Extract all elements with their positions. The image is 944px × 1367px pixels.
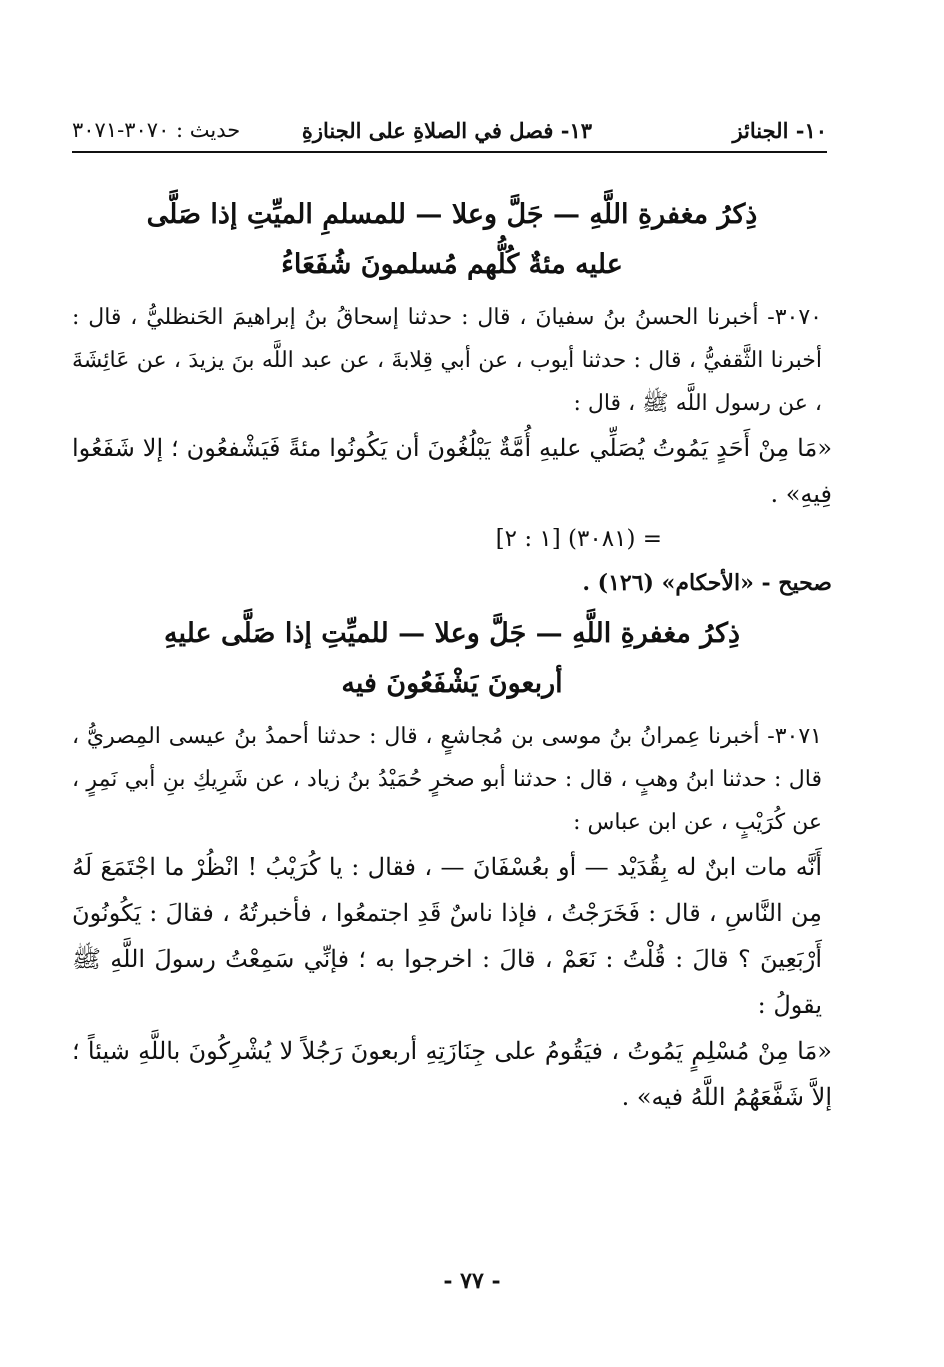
matn-paragraph: «مَا مِنْ أَحَدٍ يَمُوتُ يُصَلِّي عليهِ أُمَّةٌ يَبْلُغُونَ أن يَكُونُوا مئةً فَيَشْفعُون ؛ إلا شَفَعُوا فِيهِ» . [72, 434, 832, 508]
isnad-paragraph: ٣٠٧٠- أخبرنا الحسنُ بنُ سفيانَ ، قال : حدثنا إسحاقُ بنُ إبراهيمَ الحَنظليُّ ، قال : أخبرنا الثَّقفيُّ ، قال : حدثنا أيوب ، عن أبي قِلابةَ ، عن عبد اللَّه بنَ يزيدَ ، عن عَائِشَةَ ، عن رسول اللَّه ﷺ ، قال : [72, 305, 822, 416]
page-body [72, 190, 832, 1120]
header-chapter-title: ١٣- فصل في الصلاةِ على الجنازةِ [301, 118, 592, 143]
header-hadith-range: حديث : ٣٠٧٠-٣٠٧١ [72, 118, 241, 142]
page-number: - ٧٧ - [443, 1268, 501, 1294]
section-hadith-3070 [72, 190, 832, 605]
section-title-line-1: ذِكرُ مغفرةِ اللَّهِ — جَلَّ وعلا — للمسلمِ الميِّتِ إذا صَلَّى [146, 199, 758, 230]
narrative-paragraph: أَنَّه مات ابنٌ له بِقُدَيْد — أو بعُسْفَانَ — ، فقال : يا كُرَيْبُ ! انْظُرْ ما اجْتَمَعَ لَهُ مِن النَّاسِ ، قال : فَخَرَجْتُ ، فإذا ناسٌ قَدِ اجتمعُوا ، فأخبرتُهُ ، فقالَ : يَكُونُونَ أَرْبَعِينَ ؟ قالَ : قُلْتُ : نَعَمْ ، قالَ : اخرجوا به ؛ فإنِّي سَمِعْتُ رسولَ اللَّهِ ﷺ يقولُ : [72, 853, 822, 1019]
matn-paragraph: «مَا مِنْ مُسْلِمٍ يَمُوتُ ، فيَقُومُ على جِنَازَتِهِ أربعونَ رَجُلاً لا يُشْرِكُونَ باللَّهِ شيئاً ؛ إلاَّ شَفَّعَهُمُ اللَّهُ فيه» . [72, 1037, 832, 1111]
section-title-line-1: ذِكرُ مغفرةِ اللَّهِ — جَلَّ وعلا — للميِّتِ إذا صَلَّى عليهِ [163, 618, 740, 649]
isnad-paragraph: ٣٠٧١- أخبرنا عِمرانُ بنُ موسى بن مُجاشعٍ ، قال : حدثنا أحمدُ بنُ عيسى المِصريُّ ، قال : حدثنا ابنُ وهبٍ ، قال : حدثنا أبو صخرٍ حُمَيْدُ بنُ زياد ، عن شَرِيكِ بنِ أبي نَمِرٍ ، عن كُرَيْبٍ ، عن ابن عباس : [72, 724, 822, 835]
section-hadith-3071 [72, 609, 832, 1120]
cross-reference: = (٣٠٨١) [١ : ٢] [495, 526, 662, 552]
section-title-line-2: أربعونَ يَشْفَعُونَ فيه [341, 668, 563, 699]
running-header [72, 112, 827, 152]
header-book-title: ١٠- الجنائز [732, 118, 827, 143]
hadith-grade: صحيح - «الأحكام» (١٢٦) . [582, 570, 832, 596]
header-divider [72, 151, 827, 153]
section-title-line-2: عليه مئةٌ كُلُّهم مُسلمونَ شُفَعَاءُ [281, 249, 623, 280]
